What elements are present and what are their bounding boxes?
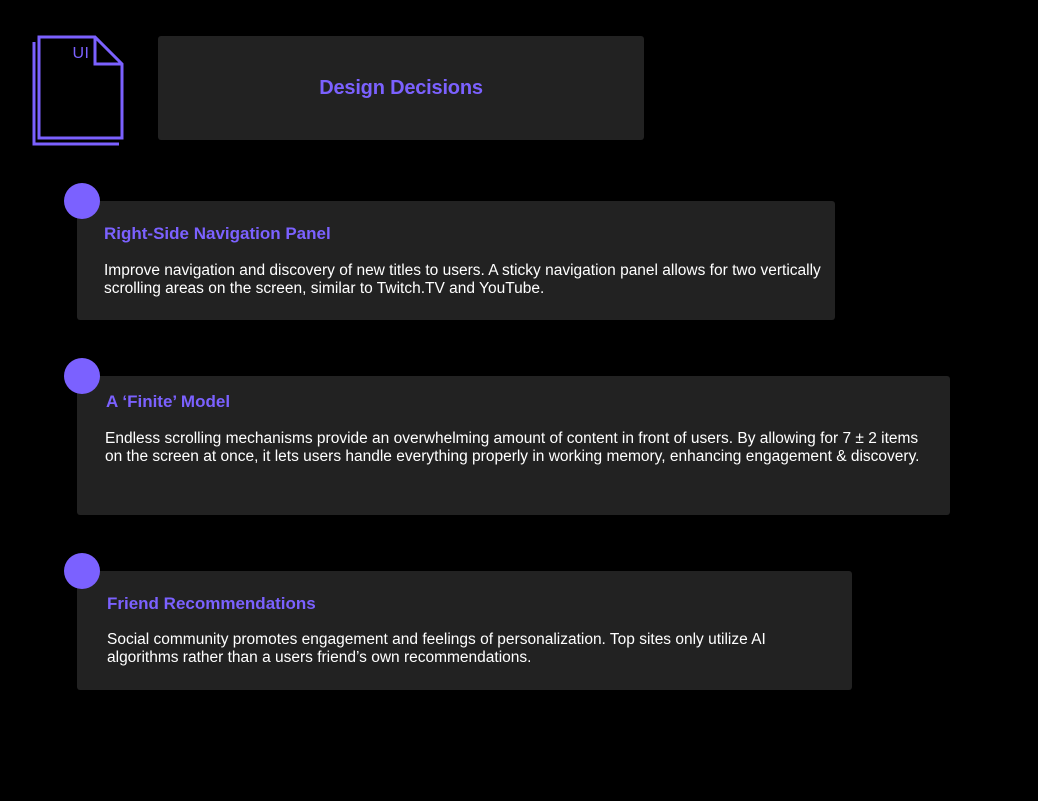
file-icon-label: UI bbox=[72, 45, 90, 62]
bullet-dot bbox=[64, 183, 100, 219]
decision-description: Social community promotes engagement and feelings of personalization. Top sites only utilize AI algorithms rather than a users friend’s own recommendations. bbox=[107, 631, 766, 666]
decision-card-friend-recommendations bbox=[77, 571, 852, 690]
decision-description: Endless scrolling mechanisms provide an overwhelming amount of content in front of users. By allowing for 7 ± 2 items on the screen at once, it lets users handle everything properly in working memory, enhancing engagement & discovery. bbox=[105, 430, 920, 465]
decision-description: Improve navigation and discovery of new titles to users. A sticky navigation panel allows for two vertically scrolling areas on the screen, similar to Twitch.TV and YouTube. bbox=[104, 262, 821, 297]
decision-title: Friend Recommendations bbox=[107, 594, 316, 613]
page-title: Design Decisions bbox=[319, 76, 483, 99]
decision-card-navigation-panel bbox=[77, 201, 835, 320]
decision-title: Right-Side Navigation Panel bbox=[104, 224, 331, 243]
bullet-dot bbox=[64, 553, 100, 589]
header-box bbox=[158, 36, 644, 140]
decision-title: A ‘Finite’ Model bbox=[106, 392, 231, 411]
bullet-dot bbox=[64, 358, 100, 394]
decision-card-finite-model bbox=[77, 376, 950, 515]
